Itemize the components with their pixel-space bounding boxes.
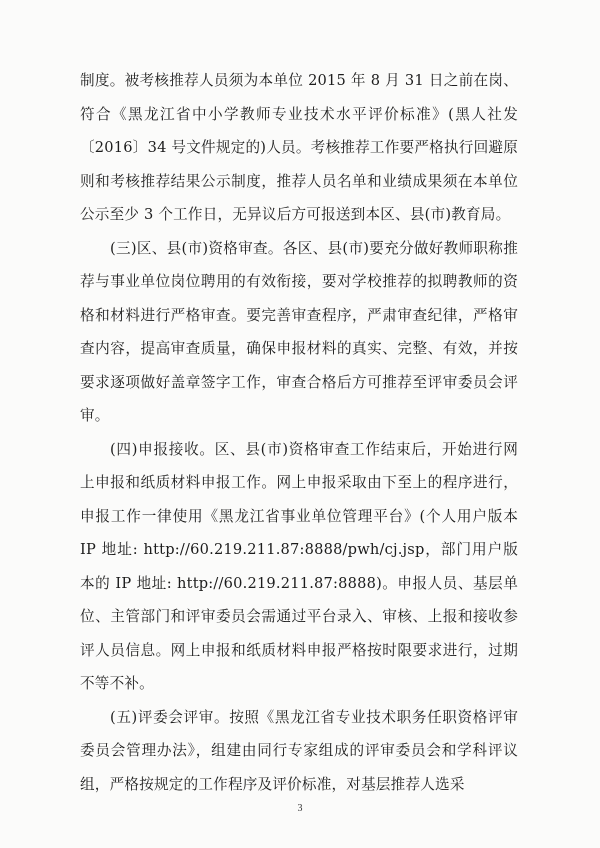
paragraph-committee-review: (五)评委会评审。按照《黑龙江省专业技术职务任职资格评审委员会管理办法》，组建由同行专家组成的评审委员会和学科评议组，严格按规定的工作程序及评价标准，对基层推荐人选采	[80, 708, 518, 793]
document-body	[80, 64, 518, 801]
paragraph-continuation: 制度。被考核推荐人员须为本单位 2015 年 8 月 31 日之前在岗、符合《黑龙江省中小学教师专业技术水平评价标准》(黑人社发〔2016〕34 号文件规定的)人员。考核推荐工作要严格执行回避原则和考核推荐结果公示制度，推荐人员名单和业绩成果须在本单位公示至少 3 个工作日，无异议后方可报送到本区、县(市)教育局。	[80, 72, 518, 223]
paragraph-application-receipt: (四)申报接收。区、县(市)资格审查工作结束后，开始进行网上申报和纸质材料申报工作。网上申报采取由下至上的程序进行，申报工作一律使用《黑龙江省事业单位管理平台》(个人用户版本 IP 地址: http://60.219.211.87:8888/pwh/cj.jsp，部门用户版本的 IP 地址: http://60.219.211.87:8888)。申报人员、基层单位、主管部门和评审委员会需通过平台录入、审核、上报和接收参评人员信息。网上申报和纸质材料申报严格按时限要求进行，过期不等不补。	[80, 440, 518, 692]
paragraph-qualification-review: (三)区、县(市)资格审查。各区、县(市)要充分做好教师职称推荐与事业单位岗位聘用的有效衔接，要对学校推荐的拟聘教师的资格和材料进行严格审查。要完善审查程序，严肃审查纪律，严格审查内容，提高审查质量，确保申报材料的真实、完整、有效，并按要求逐项做好盖章签字工作，审查合格后方可推荐至评审委员会评审。	[80, 239, 518, 424]
page-number: 3	[297, 803, 303, 814]
